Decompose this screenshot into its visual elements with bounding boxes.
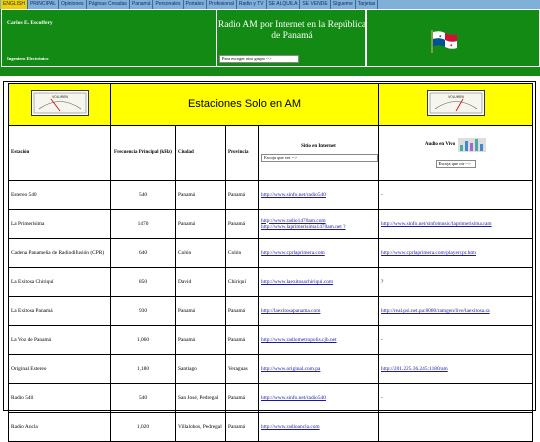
station-cell: Estereo 540 xyxy=(9,181,111,210)
live-cell xyxy=(379,239,533,268)
province-cell: Chiriquí xyxy=(226,268,259,297)
table-row xyxy=(9,326,533,355)
table-row xyxy=(9,384,533,413)
frequency-cell: 1470 xyxy=(111,210,176,239)
station-cell: La Primerísima xyxy=(9,210,111,239)
svg-text:★: ★ xyxy=(438,33,443,39)
page-title: Radio AM por Internet en la República de Panamá xyxy=(217,20,367,41)
province-cell: Panamá xyxy=(226,384,259,413)
nav-item-6[interactable]: Portales xyxy=(184,0,207,9)
nav-item-9[interactable]: SE ALQUILA xyxy=(267,0,301,9)
city-cell: Villalobos, Pedregal xyxy=(176,413,226,442)
website-cell xyxy=(259,413,379,442)
station-cell: La Exitosa Panamá xyxy=(9,297,111,326)
table-row xyxy=(9,181,533,210)
header-title-cell xyxy=(216,9,366,67)
right-gauge-cell xyxy=(379,84,533,126)
group-select[interactable]: Para escoger otro grupo --> xyxy=(219,55,299,63)
province-cell: Panamá xyxy=(226,210,259,239)
city-cell: Panamá xyxy=(176,210,226,239)
website-link-alt[interactable]: http://www.laprimerisima1470am.net ? xyxy=(261,224,346,230)
station-cell: Original Estereo xyxy=(9,355,111,384)
live-cell xyxy=(379,268,533,297)
header-flag-cell xyxy=(366,9,540,67)
station-cell: Cadena Panameña de Radiodifusión (CPR) xyxy=(9,239,111,268)
frequency-cell: 640 xyxy=(111,239,176,268)
website-cell xyxy=(259,297,379,326)
nav-item-7[interactable]: Profesional xyxy=(207,0,237,9)
svg-text:★: ★ xyxy=(449,42,454,48)
nav-item-8[interactable]: Radio y TV xyxy=(237,0,267,9)
col-province: Provincia xyxy=(226,126,259,181)
nav-item-4[interactable]: Panamá xyxy=(130,0,154,9)
website-cell xyxy=(259,181,379,210)
panama-flag-icon xyxy=(430,29,458,53)
live-cell xyxy=(379,181,533,210)
col-frequency: Frecuencia Principal (kHz) xyxy=(111,126,176,181)
live-audio-text: - xyxy=(381,191,383,198)
table-row xyxy=(9,268,533,297)
stations-card xyxy=(3,81,536,430)
website-cell xyxy=(259,355,379,384)
province-cell: Panamá xyxy=(226,297,259,326)
live-cell xyxy=(379,326,533,355)
city-cell: David xyxy=(176,268,226,297)
province-cell: Panamá xyxy=(226,413,259,442)
nav-item-3[interactable]: Páginas Creadas xyxy=(87,0,130,9)
website-cell xyxy=(259,326,379,355)
province-cell: Colón xyxy=(226,239,259,268)
left-gauge-cell xyxy=(9,84,111,126)
nav-item-5[interactable]: Personales xyxy=(153,0,183,9)
frequency-cell: 850 xyxy=(111,268,176,297)
gauge-label: VOLUMEN xyxy=(447,95,464,100)
website-select[interactable]: Escoja que ver --> xyxy=(261,154,378,162)
live-audio-text: ? xyxy=(381,278,384,285)
website-link[interactable]: http://www.cprlaprimera.com xyxy=(261,249,325,256)
city-cell: Panamá xyxy=(176,297,226,326)
station-cell: Radio 540 xyxy=(9,384,111,413)
table-row xyxy=(9,413,533,442)
table-row xyxy=(9,239,533,268)
stations-table xyxy=(8,83,533,442)
website-link[interactable]: http://www.sinfo.net/radio540 xyxy=(261,394,326,401)
province-cell: Panamá xyxy=(226,181,259,210)
province-cell: Panamá xyxy=(226,326,259,355)
province-cell: Veraguas xyxy=(226,355,259,384)
station-cell: Radio Ancla xyxy=(9,413,111,442)
frequency-cell: 1,180 xyxy=(111,355,176,384)
website-cell xyxy=(259,384,379,413)
volume-meter-icon xyxy=(31,90,89,116)
live-cell xyxy=(379,297,533,326)
live-audio-link[interactable]: http://201.225.36.245:1180/am xyxy=(381,365,448,372)
volume-meter-icon xyxy=(427,90,485,116)
website-cell xyxy=(259,239,379,268)
website-link[interactable]: http://laexitosapanama.com xyxy=(261,307,321,314)
city-cell: Colón xyxy=(176,239,226,268)
nav-item-10[interactable]: SE VENDE xyxy=(300,0,330,9)
frequency-cell: 540 xyxy=(111,181,176,210)
table-row xyxy=(9,355,533,384)
live-select[interactable]: Escoja que oir --> xyxy=(436,160,476,168)
top-nav xyxy=(0,0,540,9)
nav-item-1[interactable]: PRINCIPAL xyxy=(28,0,59,9)
live-audio-link[interactable]: http://www.sinfo.net/sinfomusic/laprimerisima.ram xyxy=(381,220,492,227)
nav-item-11[interactable]: Sígueme xyxy=(331,0,356,9)
col-website xyxy=(259,126,379,181)
author-name: Carlos E. Escoffery xyxy=(7,20,53,26)
website-cell xyxy=(259,210,379,239)
gauge-label: VOLUMEN xyxy=(51,95,68,100)
header-left-cell xyxy=(1,9,217,67)
city-cell: Panamá xyxy=(176,181,226,210)
website-link[interactable]: http://www.original.com.pa xyxy=(261,365,321,372)
table-banner: Estaciones Solo en AM xyxy=(111,84,379,126)
live-audio-link[interactable]: http://real.psi.net.pa:8080/ramgen/live/laexitosa.ra xyxy=(381,307,490,314)
website-link[interactable]: http://www.laexitosachiriqui.com xyxy=(261,278,334,285)
city-cell: Panamá xyxy=(176,326,226,355)
live-cell xyxy=(379,210,533,239)
website-link[interactable]: http://www.radiometropolis.cjb.net xyxy=(261,336,337,343)
station-cell: La Voz de Panamá xyxy=(9,326,111,355)
nav-item-12[interactable]: Tarjetas xyxy=(356,0,379,9)
website-link[interactable]: http://www.radioancla.com xyxy=(261,423,320,430)
nav-item-2[interactable]: Opiniones xyxy=(59,0,87,9)
table-row xyxy=(9,210,533,239)
col-city: Ciudad xyxy=(176,126,226,181)
live-cell xyxy=(379,413,533,442)
live-cell xyxy=(379,384,533,413)
website-cell xyxy=(259,268,379,297)
website-link[interactable]: http://www.radio1470am.com xyxy=(261,217,326,224)
city-cell: Santiago xyxy=(176,355,226,384)
frequency-cell: 930 xyxy=(111,297,176,326)
frequency-cell: 540 xyxy=(111,384,176,413)
city-cell: San José, Pedregal xyxy=(176,384,226,413)
audio-equalizer-icon xyxy=(458,138,486,152)
col-website-label: Sitio en Internet xyxy=(301,143,336,149)
live-audio-text: - xyxy=(381,394,383,401)
nav-item-0[interactable]: ENGLISH xyxy=(1,0,28,9)
live-audio-link[interactable]: http://www.cprlaprimera.com/playercpr.htm xyxy=(381,249,477,256)
col-live xyxy=(379,126,533,181)
website-link[interactable]: http://www.sinfo.net/radio540 xyxy=(261,191,326,198)
table-row xyxy=(9,297,533,326)
live-cell xyxy=(379,355,533,384)
live-audio-text: - xyxy=(381,336,383,343)
author-role: Ingeniero Electrónico xyxy=(7,56,49,61)
station-cell: La Exitosa Chiriquí xyxy=(9,268,111,297)
frequency-cell: 1,020 xyxy=(111,413,176,442)
col-station: Estación xyxy=(9,126,111,181)
frequency-cell: 1,060 xyxy=(111,326,176,355)
col-live-label: Audio en Vivo xyxy=(424,141,456,147)
